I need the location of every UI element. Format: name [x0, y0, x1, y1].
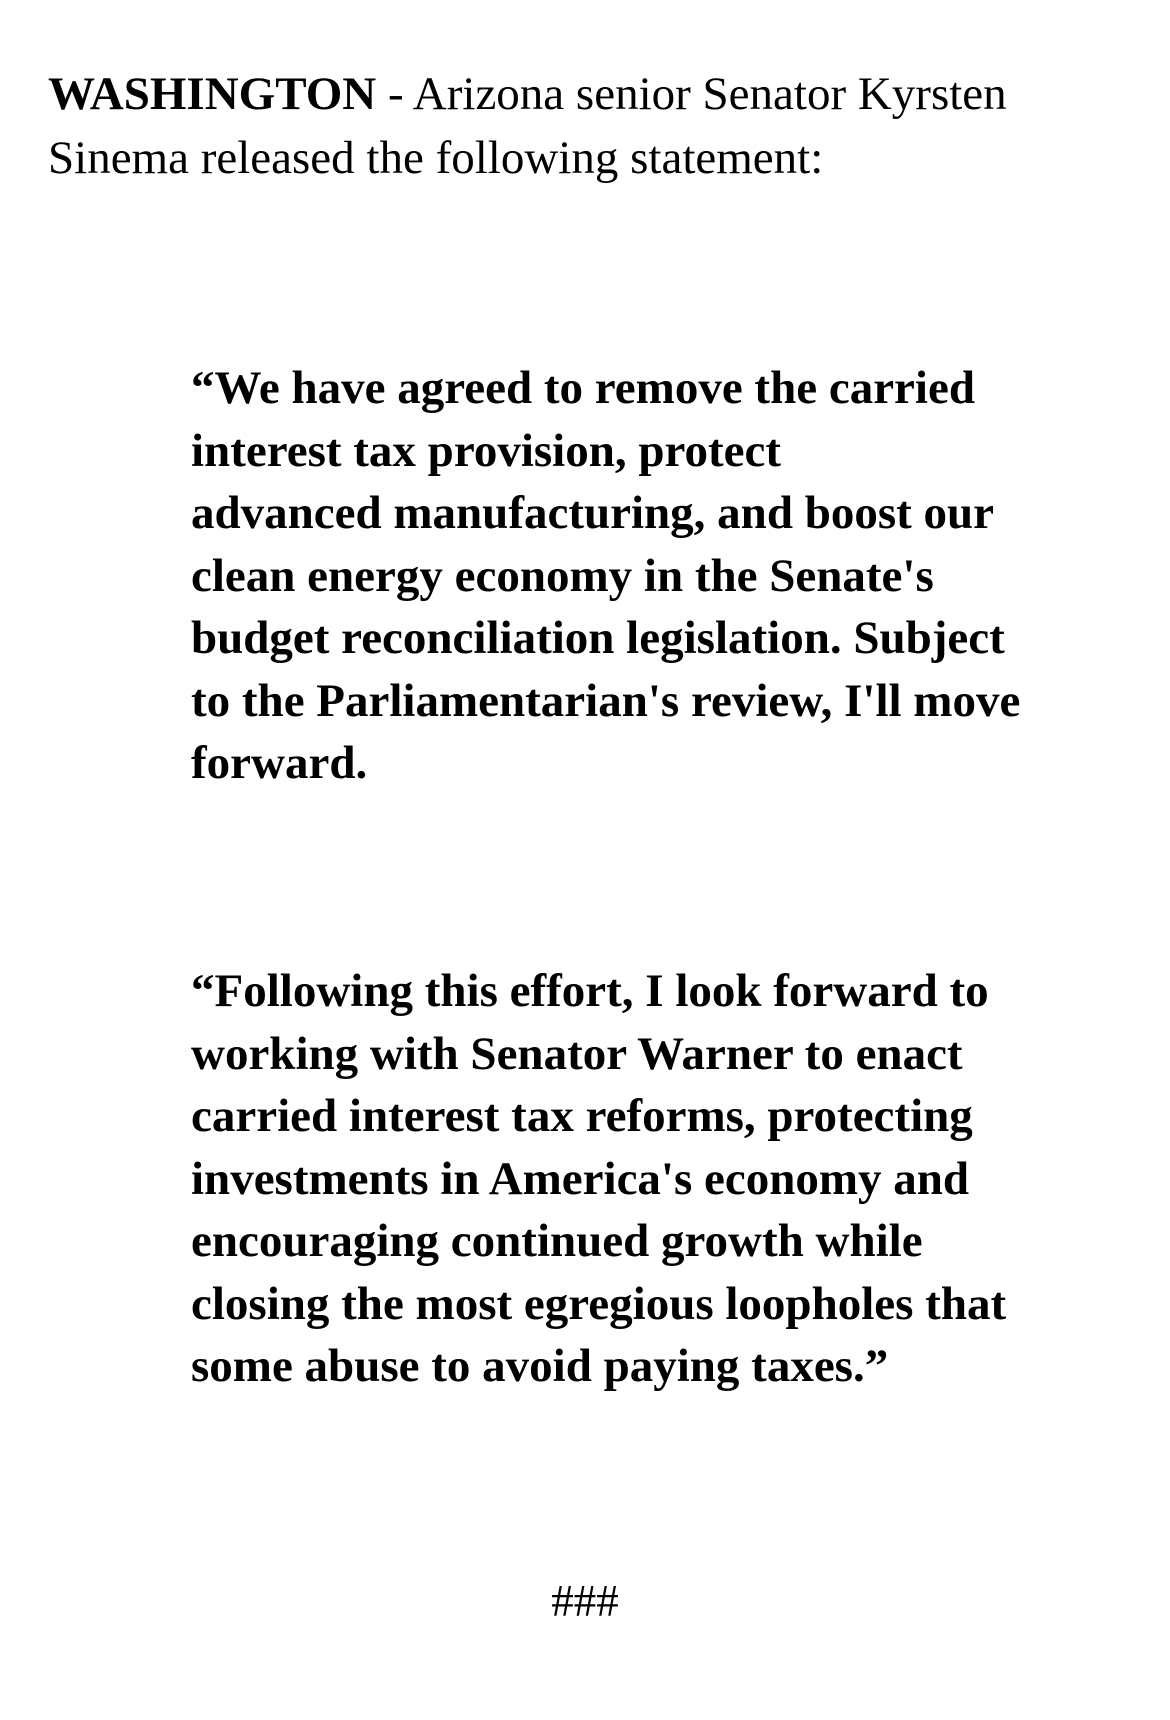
quote-paragraph-2 — [191, 960, 1111, 1398]
end-marker: ### — [551, 1576, 619, 1626]
intro-line-1-text: - Arizona senior Senator Kyrsten — [376, 68, 1007, 120]
quote-line: forward. — [191, 737, 368, 789]
intro-paragraph — [48, 62, 1128, 190]
quote-line: carried interest tax reforms, protecting — [191, 1090, 973, 1142]
quote-line: encouraging continued growth while — [191, 1215, 923, 1267]
intro-line-2: Sinema released the following statement: — [48, 132, 824, 184]
quote-line: interest tax provision, protect — [191, 424, 782, 477]
quote-line: “We have agreed to remove the carried — [191, 362, 975, 414]
quote-line: to the Parliamentarian's review, I'll move — [191, 674, 1021, 727]
dateline: WASHINGTON — [48, 68, 377, 120]
quote-line: advanced manufacturing, and boost our — [191, 487, 995, 539]
quote-line: clean energy economy in the Senate's — [191, 549, 934, 602]
quote-line: budget reconciliation legislation. Subject — [191, 612, 1005, 664]
intro-line-1 — [48, 62, 1128, 126]
quote-line: “Following this effort, I look forward to — [191, 965, 989, 1017]
quote-line: closing the most egregious loopholes that — [191, 1277, 1007, 1330]
quote-line: some abuse to avoid paying taxes.” — [191, 1340, 889, 1392]
quote-line: working with Senator Warner to enact — [191, 1027, 963, 1080]
quote-line: investments in America's economy and — [191, 1152, 970, 1205]
quote-paragraph-1 — [191, 357, 1111, 795]
